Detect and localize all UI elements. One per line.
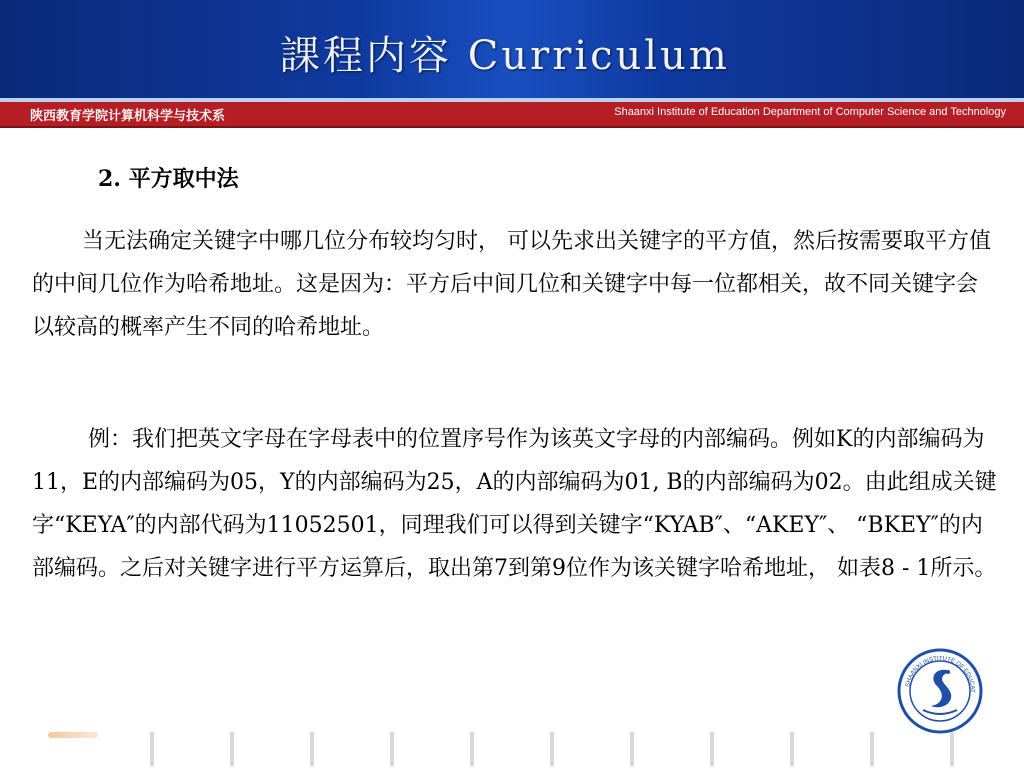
- institution-bar: [0, 102, 1024, 128]
- footer-divider: [950, 732, 954, 766]
- footer-accent-bar: [48, 732, 98, 738]
- footer-divider: [630, 732, 634, 766]
- footer-divider: [470, 732, 474, 766]
- footer-divider: [550, 732, 554, 766]
- footer-divider: [310, 732, 314, 766]
- institution-name-en: Shaanxi Institute of Education Department of Computer Science and Technology: [614, 106, 1006, 118]
- paragraph-example: 例：我们把英文字母在字母表中的位置序号作为该英文字母的内部编码。例如K的内部编码为11，E的内部编码为05，Y的内部编码为25，A的内部编码为01, B的内部编码为02。由此组成关键字“KEYA″的内部代码为11052501，同理我们可以得到关键字“KYAB″、“AKEY″、 “BKEY″的内部编码。之后对关键字进行平方运算后，取出第7到第9位作为该关键字哈希地址， 如表8 - 1所示。: [32, 427, 997, 581]
- footer-divider: [790, 732, 794, 766]
- emblem-text: SHAANXI INSTITUTE OF EDUCAT: [905, 655, 976, 693]
- header-banner: [0, 0, 1024, 102]
- footer-divider: [870, 732, 874, 766]
- paragraph-description: 当无法确定关键字中哪几位分布较均匀时， 可以先求出关键字的平方值，然后按需要取平方值的中间几位作为哈希地址。这是因为：平方后中间几位和关键字中每一位都相关，故不同关键字会以较高的概率产生不同的哈希地址。: [32, 229, 991, 340]
- footer-divider: [390, 732, 394, 766]
- footer-divider: [230, 732, 234, 766]
- section-title: 2. 平方取中法: [98, 166, 239, 192]
- footer-divider: [150, 732, 154, 766]
- institution-name-cn: 陕西教育学院计算机科学与技术系: [30, 109, 226, 124]
- page-title: 課程内容 Curriculum: [280, 33, 730, 79]
- footer-divider: [710, 732, 714, 766]
- swan-emblem-icon: [897, 648, 983, 734]
